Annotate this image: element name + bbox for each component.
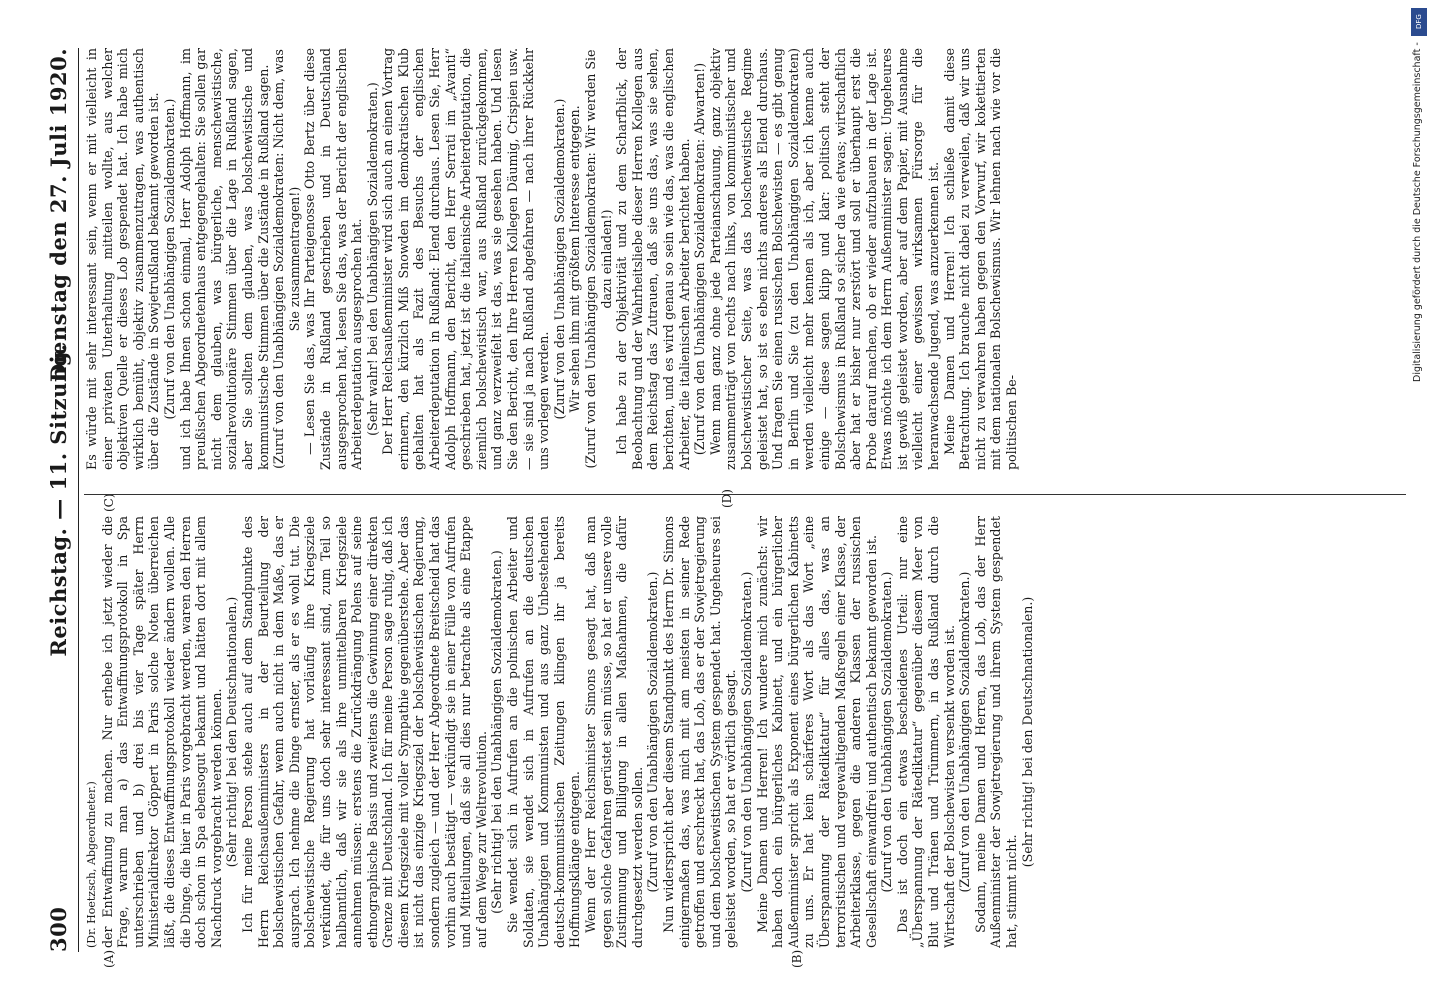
interjection: (Zuruf von den Unabhängigen Sozialdemokraten.) — [645, 571, 661, 893]
page-number: 300 — [46, 906, 71, 952]
dfg-credit-text: Digitalisierung gefördert durch die Deutsche Forschungsgemeinschaft - — [1412, 42, 1423, 382]
dfg-credit-strip — [1408, 8, 1430, 1000]
rotated-page — [40, 30, 1420, 970]
paragraph: und ich habe Ihnen schon einmal, Herr Adolph Hoffmann, im preußischen Abgeordnetenhaus entgegengehalten: Sie sollen gar nicht dem glauben, was bürgerliche, menschewistische, sozialrevolutionäre Stimmen über die Lage in Rußland sagen, aber Sie sollten dem glauben, was bolschewistische und kommunistische Stimmen über die Zustände in Rußland sagen. — [177, 48, 271, 470]
interjection: (Zuruf von den Unabhängigen Sozialdemokraten.) — [738, 571, 754, 893]
paragraph: Meine Damen und Herren! Ich schließe damit diese Betrachtung. Ich brauche nicht dabei zu verweilen, daß wir uns nicht zu verwahren haben gegen den Vorwurf, wir kokettierten mit dem nationalen Bolschewismus. Wir lehnen nach wie vor die politischen Be- — [941, 48, 1020, 470]
interjection: (Sehr wahr! bei den Unabhängigen Sozialdemokraten.) — [364, 82, 380, 436]
interjection: (Zuruf von den Unabhängigen Sozialdemokraten.) — [879, 571, 895, 893]
interjection: (Zuruf von den Unabhängigen Sozialdemokraten: Nicht dem, was Sie zusammentragen!) — [271, 49, 302, 469]
interjection: (Zuruf von den Unabhängigen Sozialdemokraten: Abwarten!) — [692, 62, 708, 456]
margin-mark-d: (D) — [720, 489, 734, 508]
interjection: (Sehr richtig! bei den Unabhängigen Sozialdemokraten.) — [489, 550, 505, 914]
left-column — [84, 516, 1410, 948]
interjection: (Zuruf von den Unabhängigen Sozialdemokraten.) — [161, 98, 177, 420]
session-date: Dienstag den 27. Juli 1920. — [46, 48, 71, 383]
session-title: Reichstag. — 11. Sitzung. — [46, 343, 71, 657]
paragraph: Wir sehen ihm mit größtem Interesse entgegen. — [567, 105, 583, 413]
interjection: (Zuruf von den Unabhängigen Sozialdemokraten: Wir werden Sie dazu einladen!) — [583, 49, 614, 469]
paragraph: Ich habe zu der Objektivität und zu dem Scharfblick, der Beobachtung und der Wahrheitsliebe dieser Herren Kollegen aus dem Reichstag das Zutrauen, daß sie uns das, was sie sehen, berichten, und es wird genau so sein wie das, was die englischen Arbeiter, die italienischen Arbeiter berichtet haben. — [614, 48, 692, 470]
paragraph: Der Herr Reichsaußenminister wird sich auch an einen Vortrag erinnern, den kürzlich Miß Snowden im demokratischen Klub gehalten hat als Fazit des Besuchs der englischen Arbeiterdeputation in Rußland: Elend durchaus. Lesen Sie, Herr Adolph Hoffmann, den Bericht, den Herr Serrati im „Avanti“ geschrieben hat, jetzt ist die italienische Arbeiterdeputation, die ziemlich bolschewistisch war, aus Rußland zurückgekommen, und ganz verzweifelt ist das, was sie gesehen haben. Und lesen Sie den Bericht, den Ihre Herren Kollegen Däumig, Crispien usw. — sie sind ja nach Rußland abgefahren — nach ihrer Rückkehr uns vorlegen werden. — [380, 48, 552, 470]
paragraph: Es würde mit sehr interessant sein, wenn er mit vielleicht in einer privaten Unterhaltung mitteilen wollte, aus welcher objektiven Quelle er dieses Lob gespendet hat. Ich habe mich wirklich bemüht, objektiv zusammenzutragen, was authentisch über die Zustände in Sowjetrußland bekannt geworden ist. — [84, 48, 162, 470]
column-divider — [84, 494, 1406, 495]
interjection: (Zuruf von den Unabhängigen Sozialdemokraten.) — [957, 571, 973, 893]
dfg-logo-icon: DFG — [1411, 8, 1427, 36]
margin-mark-b: (B) — [790, 949, 804, 968]
paragraph: Das ist doch ein etwas bescheidenes Urteil: nur eine „Überspannung der Rätediktatur“ gegenüber diesem Meer von Blut und Tränen und Trümmern, in das Rußland durch die Wirtschaft der Bolschewisten versenkt worden ist. — [894, 516, 957, 948]
paragraph: Wenn der Herr Reichsminister Simons gesagt hat, daß man gegen solche Gefahren gerüstet sein müsse, so hat er unsere volle Zustimmung und Billigung in allen Maßnahmen, die dafür durchgesetzt werden sollen. — [583, 516, 645, 948]
paragraph: Sodann, meine Damen und Herren, das Lob, das der Herr Außenminister der Sowjetregierung und ihrem System gespendet hat, stimmt nicht. — [972, 516, 1020, 948]
speaker-line: (Dr. Hoetzsch, Abgeordneter.) — [85, 781, 98, 948]
interjection: (Sehr richtig! bei den Deutschnationalen.) — [1019, 596, 1035, 868]
paragraph: Ich für meine Person stehe auch auf dem Standpunkte des Herrn Reichsaußenministers in der Beurteilung der bolschewistischen Gefahr, wenn auch nicht in dem Maße, das er ausprach. Ich nehme die Dinge ernster, als er es wohl tut. Die bolschewistische Regierung hat vorläufig ihre Kriegsziele verkündet, die für uns doch sehr interessant sind, zum Teil so halbamtlich, daß wir sie als ihre unmittelbaren Kriegsziele annehmen müssen: erstens die Zurückdrängung Polens auf seine ethnographische Basis und zweitens die Gewinnung einer direkten Grenze mit Deutschland. Ich für meine Person sage ruhig, daß ich diesem Kriegsziele mit voller Sympathie gegenüberstehe. Aber das ist nicht das einzige Kriegsziel der bolschewistischen Regierung, sondern zugleich — und der Herr Abgeordnete Breitscheid hat das vorhin auch bestätigt — verkündigt sie in einer Fülle von Aufrufen und Mitteilungen, daß sie all dies nur betrachte als eine Etappe auf dem Wege zur Weltrevolution. — [239, 516, 489, 948]
paragraph: Meine Damen und Herren! Ich wundere mich zunächst: wir haben doch ein bürgerliches Kabinett, und ein bürgerlicher Außenminister spricht als Exponent eines bürgerlichen Kabinetts zu uns. Er hat kein schärferes Wort als das Wort „eine Überspannung der Rätediktatur“ für alles das, was an terroristischen und vergewaltigenden Maßregeln einer Klasse, der Arbeiterklasse, gegen die anderen Klassen der russischen Gesellschaft einwandfrei und authentisch bekannt geworden ist. — [754, 516, 879, 948]
paragraph: der Entwaffnung zu machen. Nur erhebe ich jetzt wieder die Frage, warum man a) das Entwaffnungsprotokoll in Spa unterschrieben und b) drei bis vier Tage später Herrn Ministerialdirektor Göppert in Paris solche Noten überreichen läßt, die dieses Entwaffnungsprotokoll wieder ändern wollen. Alle die Dinge, die hier in Paris vorgebracht werden, waren den Herren doch schon in Spa ebensogut bekannt und hätten dort mit allem Nachdruck vorgebracht werden können. — [99, 516, 224, 948]
paragraph: Wenn man ganz ohne jede Parteianschauung, ganz objektiv zusammenträgt von rechts nach links, von kommunistischer und bolschewistischer Seite, was das bolschewistische Regime geleistet hat, so ist es eben nichts anderes als Elend durchaus. Und fragen Sie einen russischen Bolschewisten — es gibt genug in Berlin und Sie (zu den Unabhängigen Sozialdemokraten) werden vielleicht mehr kennen als ich, aber ich kenne auch einige — diese sagen klipp und klar: politisch steht der Bolschewismus in Rußland so sicher da wie etwas; wirtschaftlich aber hat er bisher nur zerstört und soll er überhaupt erst die Probe darauf machen, ob er wieder aufzubauen in der Lage ist. Etwas möchte ich dem Herrn Außenminister sagen: Ungeheures ist gewiß geleistet worden, aber auf dem Papier, mit Ausnahme vielleicht einer gewissen wirksamen Fürsorge für die heranwachsende Jugend, was anzuerkennen ist. — [707, 48, 942, 470]
interjection: (Zuruf von den Unabhängigen Sozialdemokraten.) — [551, 98, 567, 420]
header-rule — [78, 48, 79, 952]
margin-mark-a: (A) — [102, 949, 116, 968]
right-column — [84, 48, 1410, 470]
page-header — [46, 48, 76, 952]
margin-mark-c: (C) — [102, 493, 116, 512]
paragraph: — Lesen Sie das, was Ihr Parteigenosse Otto Bertz über diese Zustände in Rußland geschrieben und in Deutschland ausgesprochen hat, lesen Sie das, was der Bericht der englischen Arbeiterdeputation ausgesprochen hat. — [302, 48, 365, 470]
interjection: (Sehr richtig! bei den Deutschnationalen.) — [224, 596, 240, 868]
paragraph: Sie wendet sich in Aufrufen an die polnischen Arbeiter und Soldaten, sie wendet sich in Aufrufen an die deutschen Unabhängigen und Kommunisten und aus ganz Unbestehenden deutsch-kommunistischen Zeitungen klingen ihr ja bereits Hoffnungsklänge entgegen. — [505, 516, 583, 948]
paragraph: Nun widerspricht aber diesem Standpunkt des Herrn Dr. Simons einigermaßen das, was mich mit am meisten in seiner Rede getroffen und erschreckt hat, das Lob, das er der Sowjetregierung und dem bolschewistischen System gespendet hat. Ungeheures sei geleistet worden, so hat er wörtlich gesagt. — [660, 516, 739, 948]
